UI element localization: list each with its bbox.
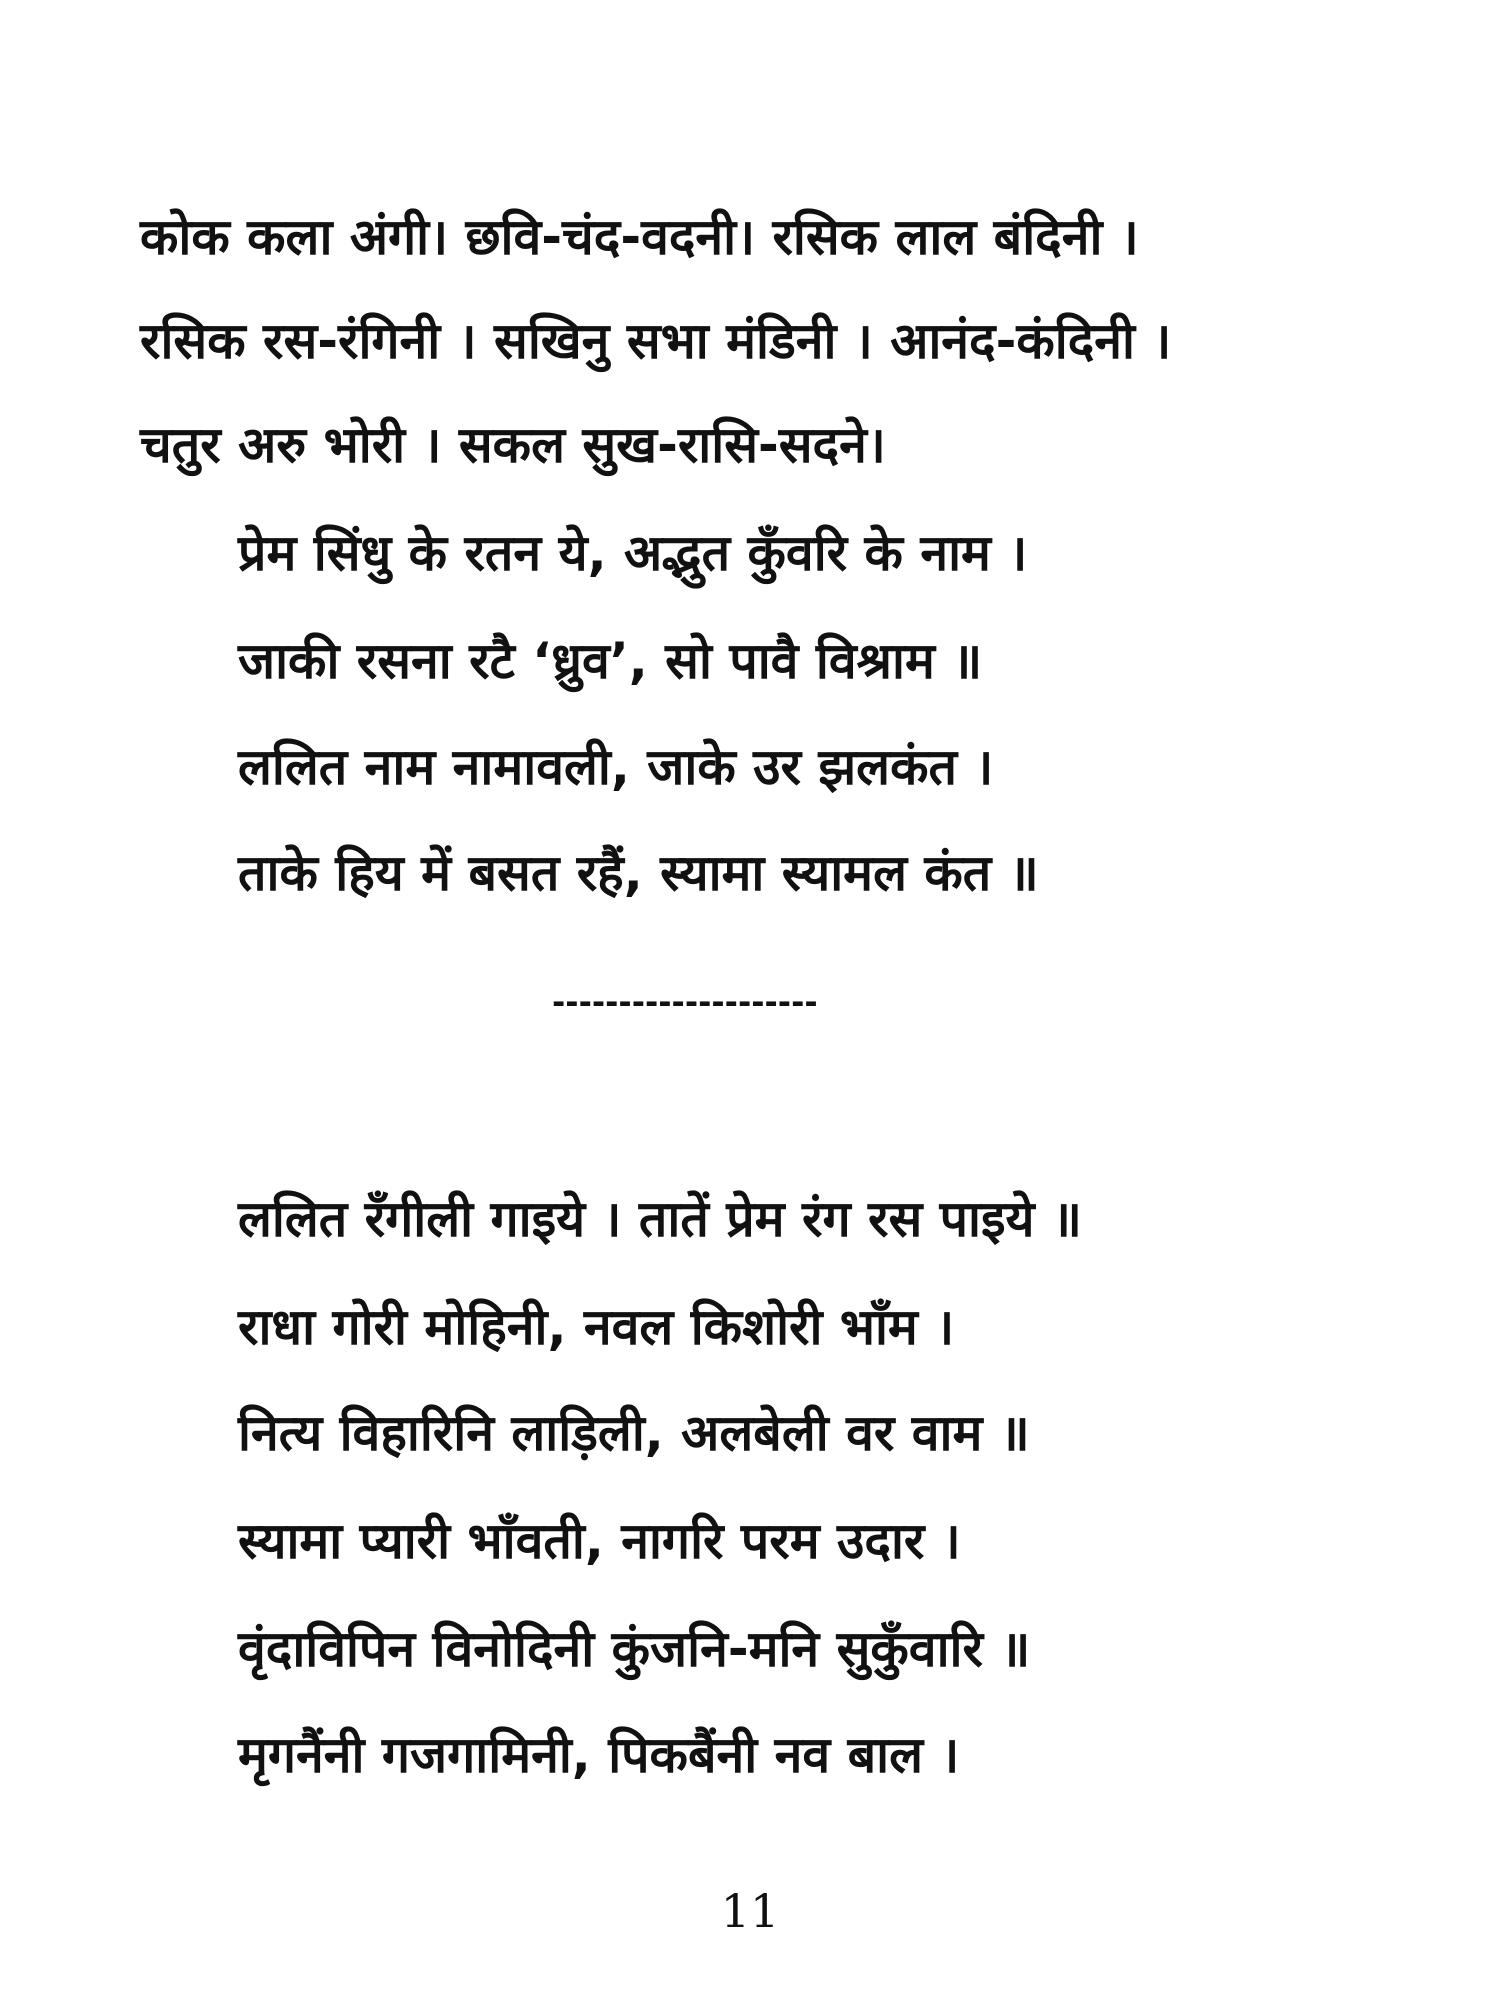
verse-line: ललित रँगीली गाइये । तातें प्रेम रंग रस पाइये ॥: [238, 1190, 1082, 1248]
verse-line: वृंदाविपिन विनोदिनी कुंजनि-मनि सुकुँवारि ॥: [238, 1620, 1031, 1678]
verse-line: राधा गोरी मोहिनी, नवल किशोरी भाँम ।: [238, 1298, 955, 1356]
prose-line: कोक कला अंगी। छवि-चंद-वदनी। रसिक लाल बंदिनी ।: [140, 208, 1139, 266]
verse-line: जाकी रसना रटै ‘ध्रुव’, सो पावै विश्राम ॥: [238, 632, 983, 690]
section-divider: --------------------: [552, 983, 818, 1021]
prose-line: चतुर अरु भोरी । सकल सुख-रासि-सदने।: [140, 416, 886, 474]
verse-line: ललित नाम नामावली, जाके उर झलकंत ।: [238, 738, 994, 796]
verse-line: प्रेम सिंधु के रतन ये, अद्भुत कुँवरि के नाम ।: [238, 524, 1028, 582]
verse-line: नित्य विहारिनि लाड़िली, अलबेली वर वाम ॥: [238, 1404, 1030, 1462]
verse-line: स्यामा प्यारी भाँवती, नागरि परम उदार ।: [238, 1512, 961, 1570]
verse-line: ताके हिय में बसत रहैं, स्यामा स्यामल कंत ॥: [238, 844, 1039, 902]
page-number: 11: [720, 1884, 780, 1938]
verse-line: मृगनैंनी गजगामिनी, पिकबैंनी नव बाल ।: [238, 1726, 960, 1784]
prose-line: रसिक रस-रंगिनी । सखिनु सभा मंडिनी । आनंद-कंदिनी ।: [140, 312, 1172, 370]
